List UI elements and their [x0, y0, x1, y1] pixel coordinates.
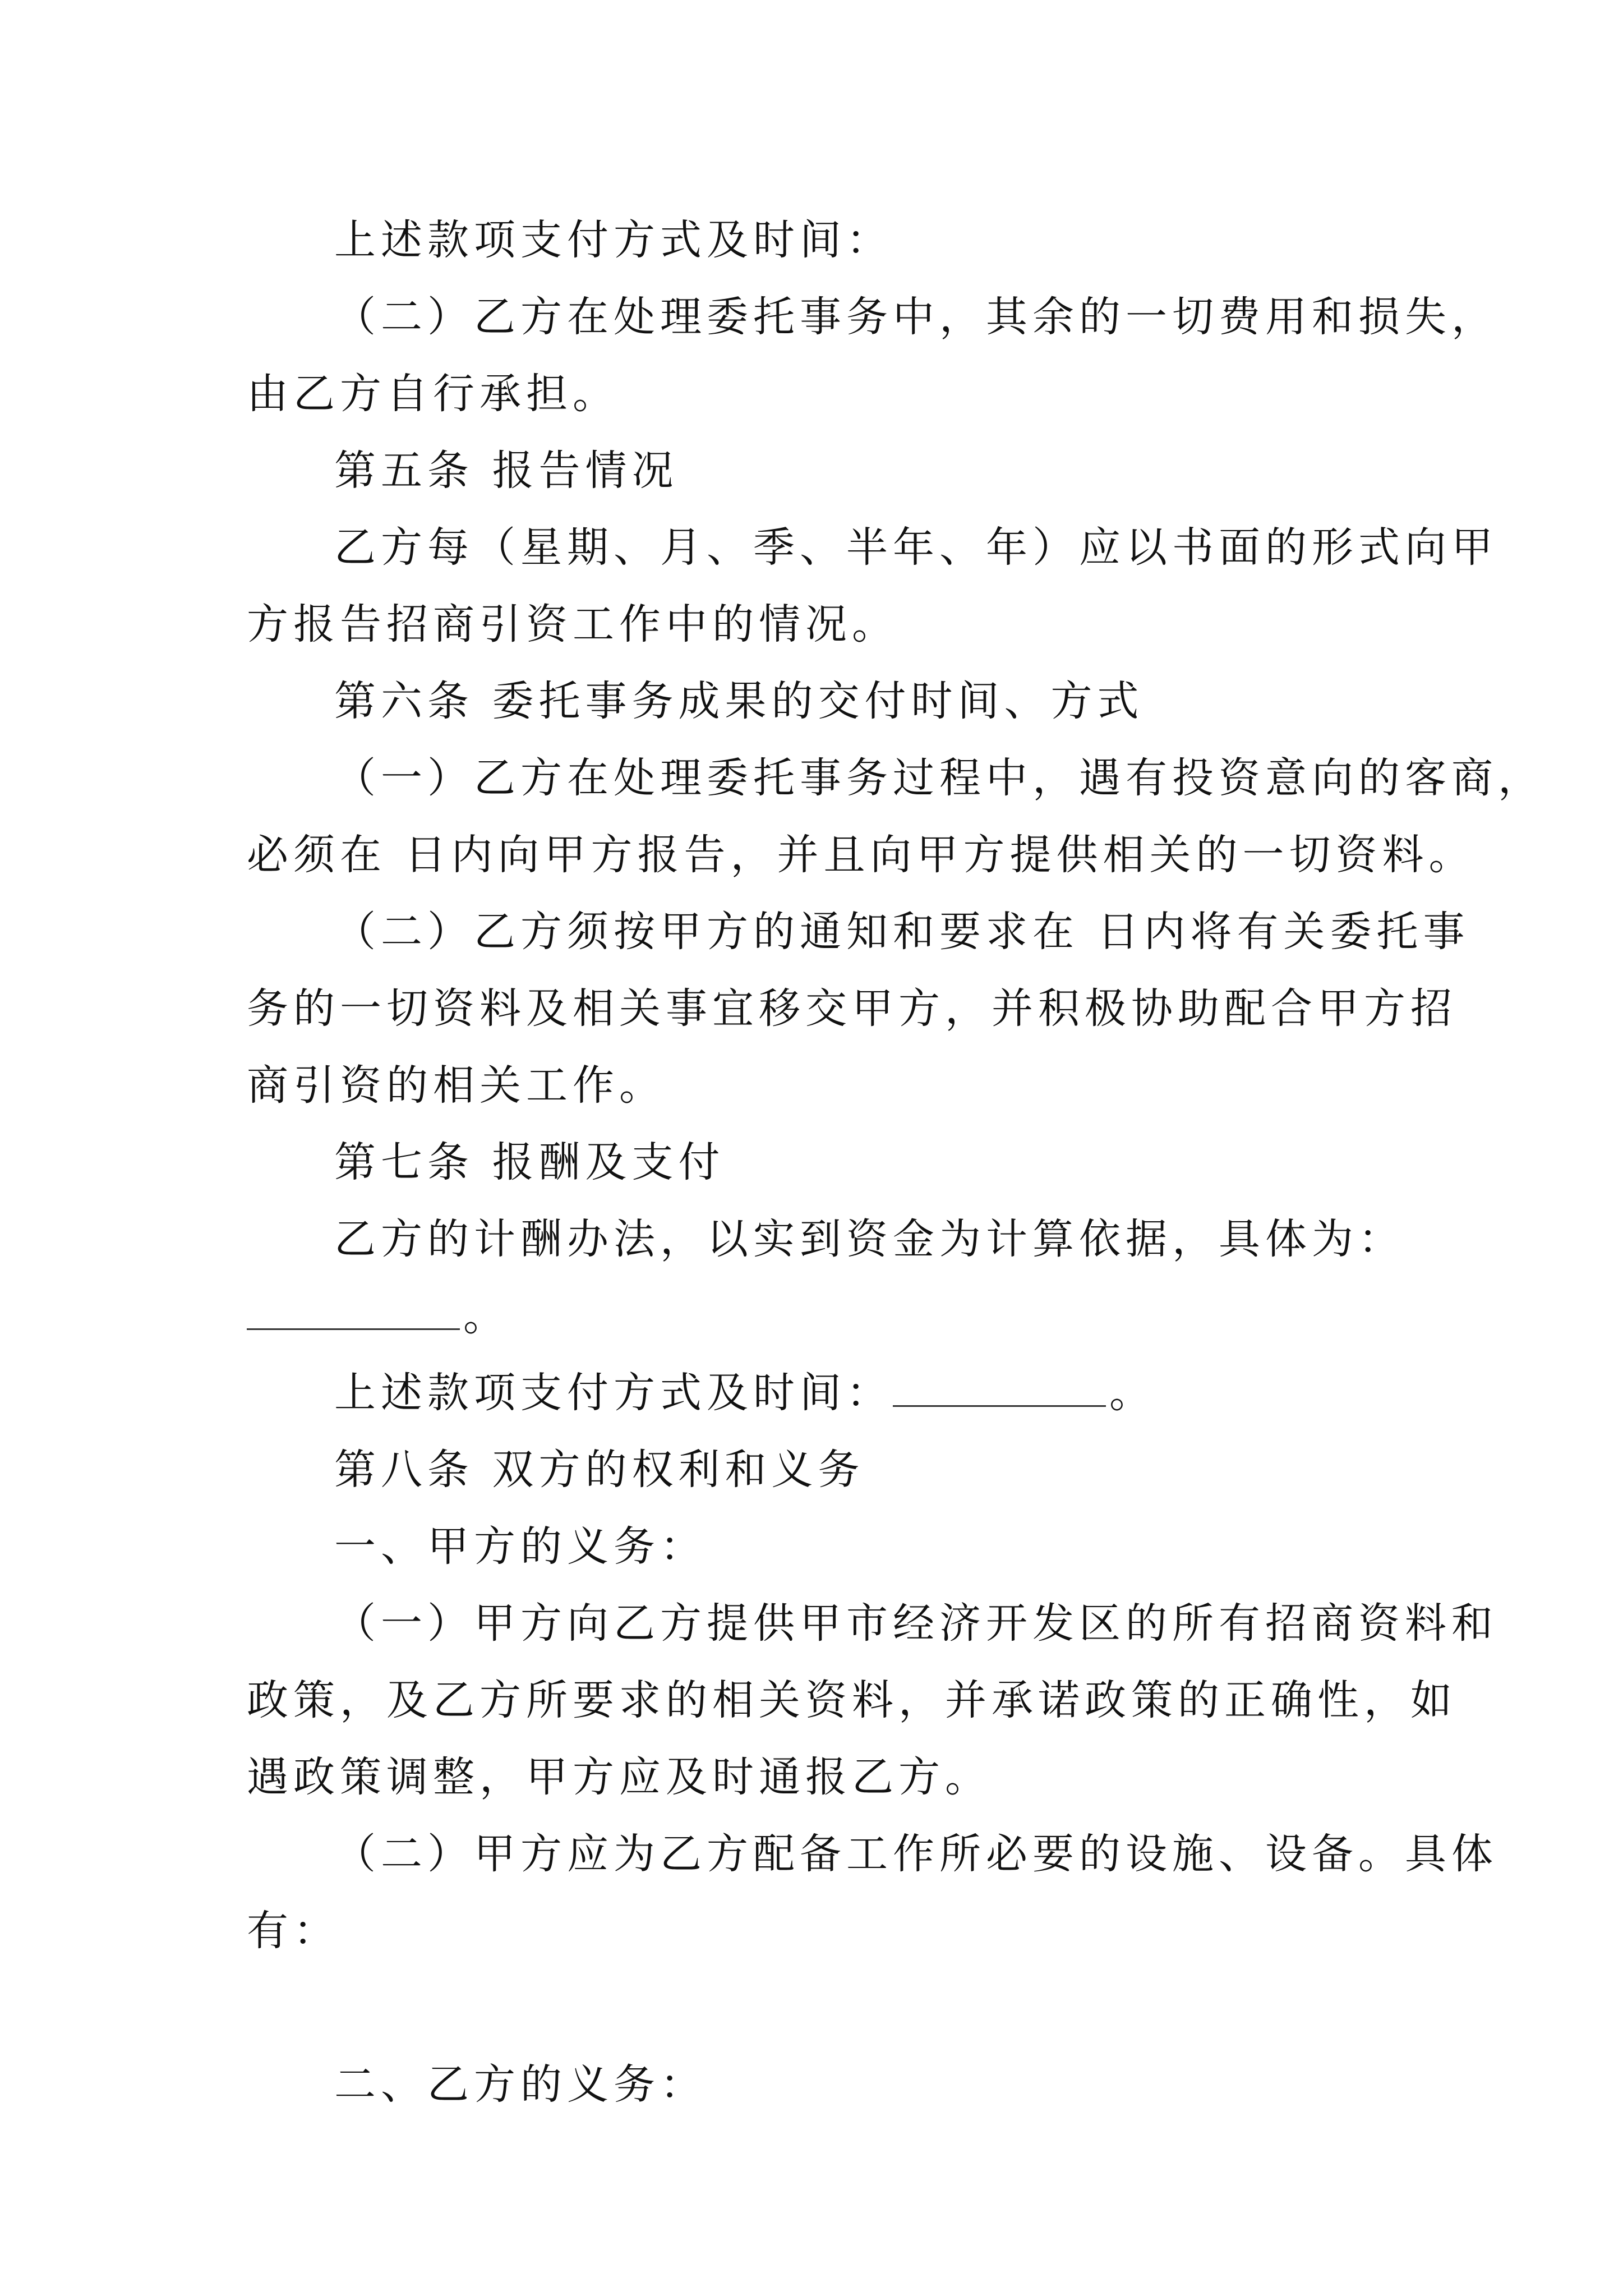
article-heading: 第五条 报告情况	[334, 447, 679, 495]
paragraph-line: 上述款项支付方式及时间：	[334, 216, 893, 264]
paragraph-line: 商引资的相关工作。	[247, 1061, 666, 1110]
fill-in-line	[247, 1355, 1385, 1432]
paragraph-line: 务的一切资料及相关事宜移交甲方，并积极协助配合甲方招	[247, 984, 1457, 1033]
paragraph-line: （一）甲方向乙方提供甲市经济开发区的所有招商资料和	[334, 1599, 1498, 1648]
article-heading: 第六条 委托事务成果的交付时间、方式	[334, 677, 1144, 725]
paragraph-line: （二）乙方须按甲方的通知和要求在 日内将有关委托事	[334, 908, 1470, 956]
fill-in-prefix: 上述款项支付方式及时间：	[334, 1369, 893, 1417]
section-heading: 二、乙方的义务：	[334, 2060, 707, 2109]
empty-line	[247, 1970, 1385, 2046]
paragraph-line: 遇政策调整，甲方应及时通报乙方。	[247, 1753, 992, 1801]
paragraph-line: 政策，及乙方所要求的相关资料，并承诺政策的正确性，如	[247, 1676, 1457, 1724]
fill-in-suffix: 。	[1109, 1369, 1156, 1417]
paragraph-line: 乙方每（星期、月、季、半年、年）应以书面的形式向甲	[334, 523, 1498, 572]
fill-in-blank	[893, 1360, 1106, 1407]
paragraph-line: 有：	[247, 1907, 340, 1955]
document-body	[247, 202, 1544, 2123]
fill-in-suffix: 。	[463, 1292, 510, 1340]
article-heading: 第七条 报酬及支付	[334, 1138, 725, 1186]
section-heading: 一、甲方的义务：	[334, 1522, 707, 1571]
paragraph-line: 由乙方自行承担。	[247, 370, 619, 418]
paragraph-line: 方报告招商引资工作中的情况。	[247, 600, 898, 648]
paragraph-line: （二）甲方应为乙方配备工作所必要的设施、设备。具体	[334, 1830, 1498, 1878]
article-heading: 第八条 双方的权利和义务	[334, 1446, 865, 1494]
paragraph-line: （一）乙方在处理委托事务过程中，遇有投资意向的客商，	[334, 754, 1544, 802]
paragraph-line: （二）乙方在处理委托事务中，其余的一切费用和损失，	[334, 293, 1498, 341]
paragraph-line: 乙方的计酬办法，以实到资金为计算依据，具体为：	[334, 1215, 1405, 1263]
fill-in-blank	[247, 1283, 460, 1330]
fill-in-line	[247, 1278, 1385, 1355]
paragraph-line: 必须在 日内向甲方报告，并且向甲方提供相关的一切资料。	[247, 831, 1476, 879]
